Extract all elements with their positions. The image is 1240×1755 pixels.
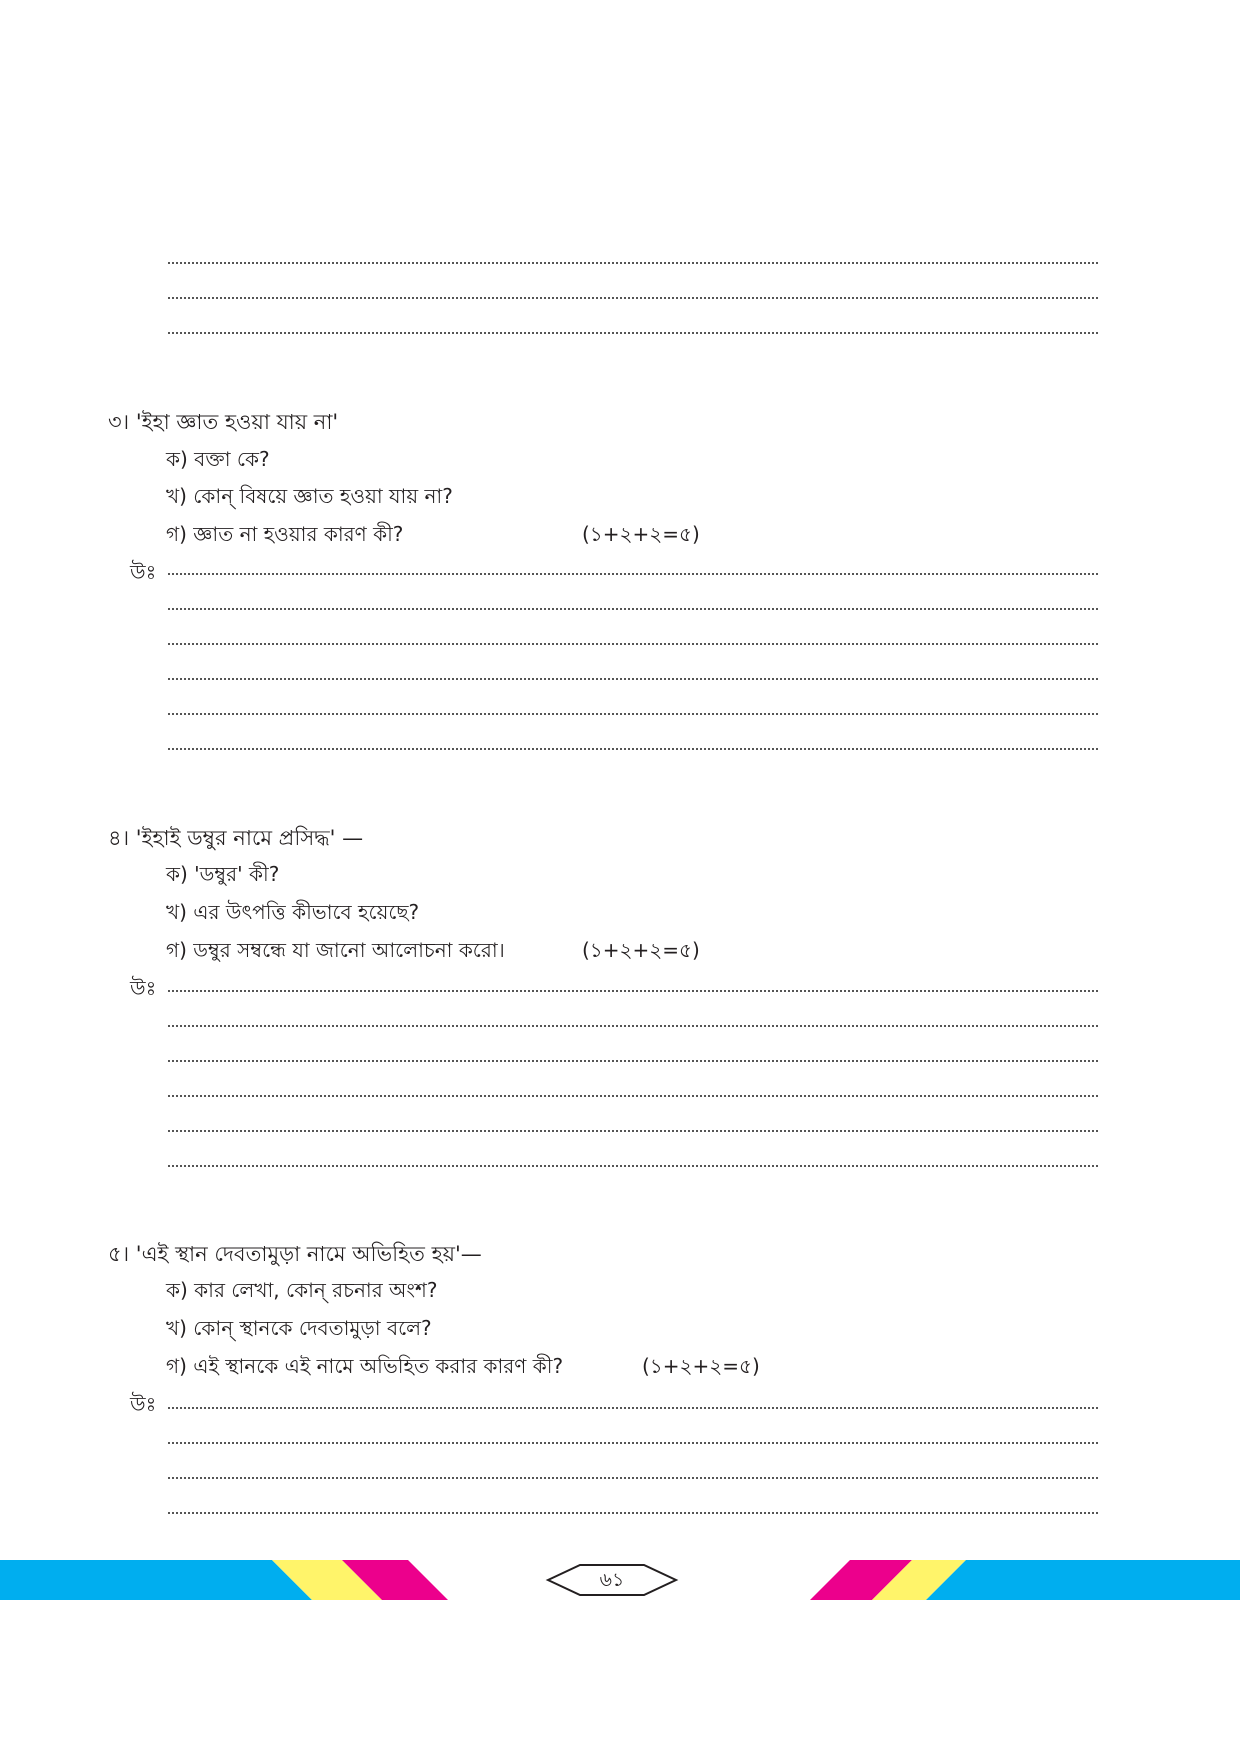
answer-label: উঃ <box>130 560 157 584</box>
answer-line[interactable] <box>168 573 1098 575</box>
answer-line[interactable] <box>168 1165 1098 1167</box>
answer-line[interactable] <box>168 678 1098 680</box>
question-4-marks: (১+২+২=৫) <box>582 938 700 962</box>
footer-stripe-cyan-left <box>0 1560 312 1600</box>
answer-line[interactable] <box>168 990 1098 992</box>
answer-line[interactable] <box>168 1025 1098 1027</box>
question-4-part-c: গ) ডম্বুর সম্বন্ধে যা জানো আলোচনা করো। <box>166 938 505 962</box>
answer-line[interactable] <box>168 262 1098 264</box>
question-3-marks: (১+২+২=৫) <box>582 522 700 546</box>
question-4-part-a: ক) 'ডম্বুর' কী? <box>166 862 280 886</box>
answer-line[interactable] <box>168 643 1098 645</box>
answer-line[interactable] <box>168 1095 1098 1097</box>
page-number: ৬১ <box>599 1569 625 1591</box>
question-5-marks: (১+২+২=৫) <box>642 1354 760 1378</box>
question-5-part-a: ক) কার লেখা, কোন্ রচনার অংশ? <box>166 1278 438 1302</box>
answer-line[interactable] <box>168 713 1098 715</box>
question-4-part-b: খ) এর উৎপত্তি কীভাবে হয়েছে? <box>166 900 420 924</box>
footer-stripe-cyan-right <box>926 1560 1240 1600</box>
answer-label: উঃ <box>130 976 157 1000</box>
answer-label: উঃ <box>130 1392 157 1416</box>
answer-line[interactable] <box>168 1442 1098 1444</box>
answer-line[interactable] <box>168 332 1098 334</box>
answer-line[interactable] <box>168 748 1098 750</box>
answer-line[interactable] <box>168 1512 1098 1514</box>
question-3-title: ৩। 'ইহা জ্ঞাত হওয়া যায় না' <box>108 410 339 434</box>
answer-line[interactable] <box>168 1060 1098 1062</box>
answer-line[interactable] <box>168 1477 1098 1479</box>
question-5-part-b: খ) কোন্ স্থানকে দেবতামুড়া বলে? <box>166 1316 432 1340</box>
question-5-title: ৫। 'এই স্থান দেবতামুড়া নামে অভিহিত হয়'— <box>108 1242 482 1266</box>
question-5-part-c: গ) এই স্থানকে এই নামে অভিহিত করার কারণ কী? <box>166 1354 564 1378</box>
question-3-part-b: খ) কোন্ বিষয়ে জ্ঞাত হওয়া যায় না? <box>166 484 453 508</box>
answer-line[interactable] <box>168 1130 1098 1132</box>
question-4-title: ৪। 'ইহাই ডম্বুর নামে প্রসিদ্ধ' — <box>108 826 364 850</box>
answer-line[interactable] <box>168 1407 1098 1409</box>
answer-line[interactable] <box>168 608 1098 610</box>
answer-line[interactable] <box>168 297 1098 299</box>
question-3-part-a: ক) বক্তা কে? <box>166 447 270 471</box>
question-3-part-c: গ) জ্ঞাত না হওয়ার কারণ কী? <box>166 522 404 546</box>
